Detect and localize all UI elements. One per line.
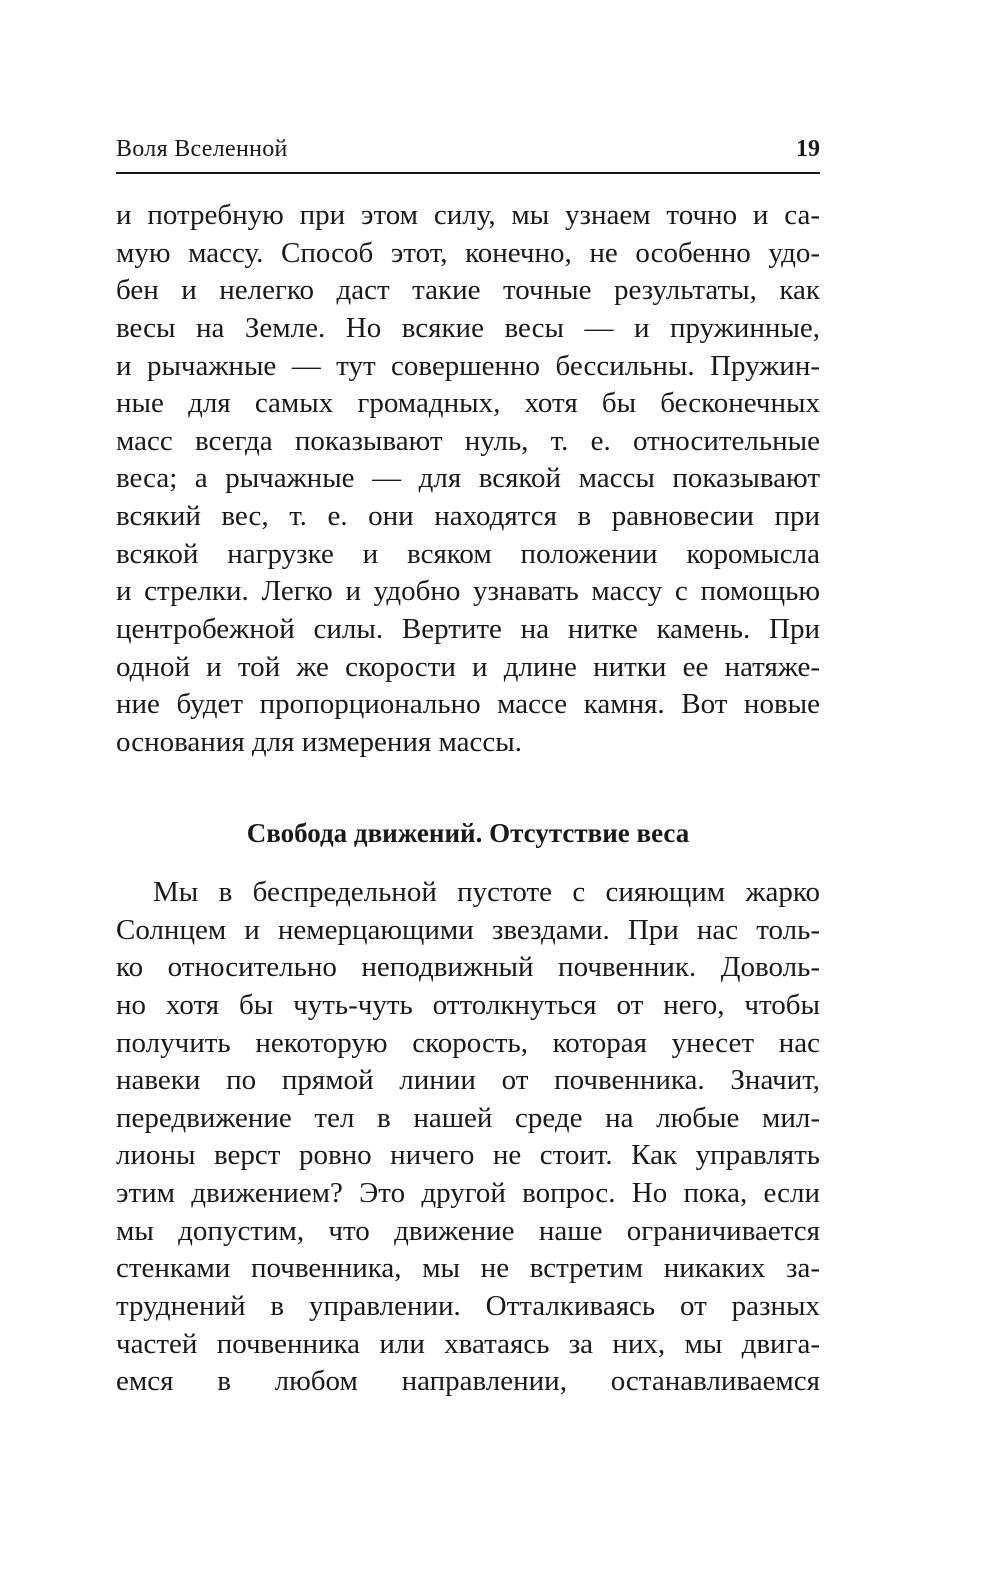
text-line: стенками почвенника, мы не встретим никаких за- (116, 1252, 820, 1285)
running-title: Воля Вселенной (116, 136, 288, 162)
paragraph (116, 874, 820, 1401)
running-head (116, 136, 820, 174)
text-line: мую массу. Способ этот, конечно, не особенно удо- (116, 236, 820, 269)
text-line: весы на Земле. Но всякие весы — и пружинные, (116, 311, 820, 344)
text-line: лионы верст ровно ничего не стоит. Как управлять (116, 1139, 820, 1172)
text-line: труднений в управлении. Отталкиваясь от разных (116, 1290, 820, 1323)
text-line: передвижение тел в нашей среде на любые мил- (116, 1101, 820, 1134)
text-line: мы допустим, что движение наше ограничивается (116, 1214, 820, 1247)
text-line: Мы в беспредельной пустоте с сияющим жарко (153, 876, 820, 908)
text-line: основания для измерения массы. (116, 725, 523, 758)
text-line: ные для самых громадных, хотя бы бесконечных (116, 387, 820, 420)
text-line: навеки по прямой линии от почвенника. Значит, (116, 1064, 820, 1097)
text-line: емся в любом направлении, останавливаемся (116, 1365, 820, 1398)
text-line: этим движением? Это другой вопрос. Но пока, если (116, 1177, 820, 1210)
text-line: частей почвенника или хватаясь за них, мы двига- (116, 1327, 820, 1360)
paragraph-continued (116, 197, 820, 762)
text-line: и потребную при этом силу, мы узнаем точно и са- (116, 199, 820, 231)
text-line: но хотя бы чуть-чуть оттолкнуться от него, чтобы (116, 988, 820, 1021)
page-number: 19 (796, 136, 820, 162)
text-line: масс всегда показывают нуль, т. е. относительные (116, 424, 820, 457)
section-heading: Свобода движений. Отсутствие веса (246, 818, 690, 848)
text-line: одной и той же скорости и длине нитки ее натяже- (116, 650, 820, 683)
text-line: и рычажные — тут совершенно бессильны. Пружин- (116, 349, 820, 382)
text-line: получить некоторую скорость, которая унесет нас (116, 1026, 820, 1059)
text-line: и стрелки. Легко и удобно узнавать массу с помощью (116, 575, 820, 608)
text-line: веса; а рычажные — для всякой массы показывают (116, 462, 820, 495)
text-line: ние будет пропорционально массе камня. Вот новые (116, 688, 820, 721)
text-line: ко относительно неподвижный почвенник. Доволь- (116, 951, 820, 984)
text-line: Солнцем и немерцающими звездами. При нас толь- (116, 913, 820, 946)
text-line: всякой нагрузке и всяком положении коромысла (116, 537, 820, 570)
text-line: всякий вес, т. е. они находятся в равновесии при (116, 500, 820, 533)
text-line: центробежной силы. Вертите на нитке камень. При (116, 613, 820, 646)
text-line: бен и нелегко даст такие точные результаты, как (116, 274, 820, 307)
